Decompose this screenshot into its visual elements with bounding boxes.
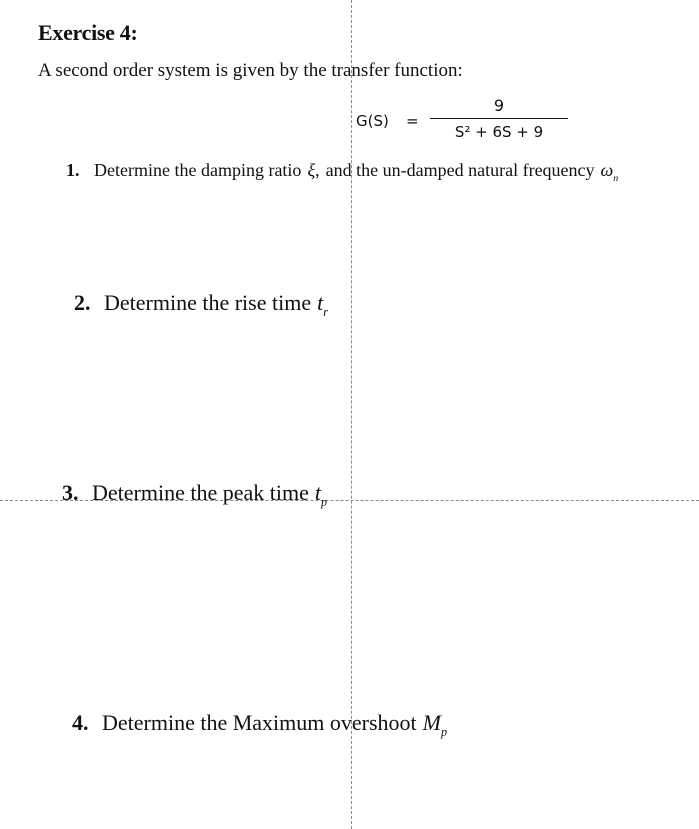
transfer-function-equation bbox=[356, 96, 576, 148]
question-3-number: 3. bbox=[62, 480, 79, 505]
question-3 bbox=[62, 480, 328, 510]
equation-denominator: S² + 6S + 9 bbox=[454, 123, 544, 141]
question-1-text: Determine the damping ratio bbox=[94, 160, 302, 180]
rise-time-symbol: t bbox=[317, 290, 324, 315]
equation-equals: = bbox=[406, 112, 419, 130]
question-2-number: 2. bbox=[74, 290, 91, 315]
vertical-guide-line bbox=[351, 0, 352, 829]
intro-text: A second order system is given by the transfer function: bbox=[38, 60, 463, 81]
rise-time-subscript: r bbox=[323, 305, 328, 320]
question-1-separator: , bbox=[315, 160, 320, 180]
fraction-bar bbox=[430, 118, 568, 119]
question-4-number: 4. bbox=[72, 710, 89, 735]
natural-frequency-symbol: ω bbox=[600, 160, 614, 180]
question-2 bbox=[74, 290, 328, 320]
natural-frequency-subscript: n bbox=[613, 172, 619, 184]
question-3-text: Determine the peak time bbox=[92, 480, 309, 505]
question-4-text: Determine the Maximum overshoot bbox=[102, 710, 417, 735]
question-1-text-2: and the un-damped natural frequency bbox=[325, 160, 595, 180]
equation-lhs: G(S) bbox=[356, 112, 389, 130]
max-overshoot-subscript: p bbox=[440, 725, 448, 740]
max-overshoot-symbol: M bbox=[422, 710, 441, 735]
question-2-text: Determine the rise time bbox=[104, 290, 312, 315]
peak-time-subscript: p bbox=[320, 495, 328, 510]
question-4 bbox=[72, 710, 448, 740]
question-1 bbox=[66, 160, 619, 184]
damping-ratio-symbol: ξ bbox=[307, 160, 316, 180]
equation-numerator: 9 bbox=[493, 96, 505, 115]
question-1-number: 1. bbox=[66, 160, 80, 180]
exercise-title: Exercise 4: bbox=[38, 20, 138, 45]
peak-time-symbol: t bbox=[314, 480, 321, 505]
equation-fraction bbox=[430, 96, 568, 142]
